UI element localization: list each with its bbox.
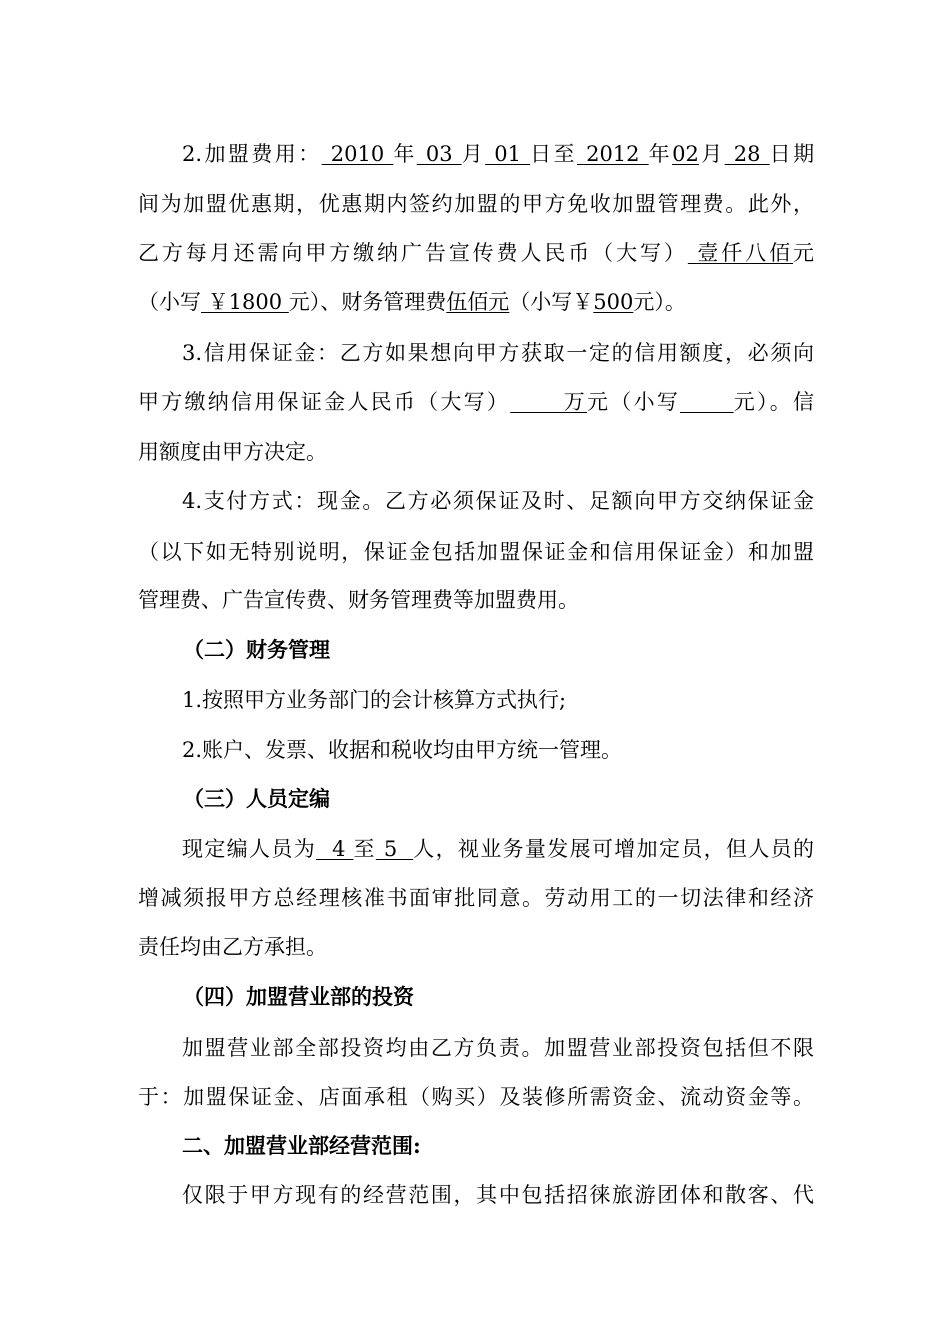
finance-item-2: 2.账户、发票、收据和税收均由甲方统一管理。 [182,738,623,762]
investment-line-1: 加盟营业部全部投资均由乙方负责。加盟营业部投资包括但不限 [182,1036,814,1060]
franchise-fee-line-3: 乙方每月还需向甲方缴纳广告宣传费人民币（大写） 壹仟八佰元 [138,241,814,265]
finance-item-1: 1.按照甲方业务部门的会计核算方式执行; [182,688,567,712]
payment-line-1: 4.支付方式：现金。乙方必须保证及时、足额向甲方交纳保证金 [182,489,814,513]
credit-deposit-line-1: 3.信用保证金：乙方如果想向甲方获取一定的信用额度，必须向 [182,341,814,365]
section-heading-scope: 二、加盟营业部经营范围: [182,1133,421,1158]
section-heading-staffing: （三）人员定编 [183,786,330,811]
investment-line-2: 于：加盟保证金、店面承租（购买）及装修所需资金、流动资金等。 [138,1085,814,1109]
staffing-line-2: 增减须报甲方总经理核准书面审批同意。劳动用工的一切法律和经济 [138,886,814,910]
staffing-line-1: 现定编人员为 4 至 5 人，视业务量发展可增加定员，但人员的 [182,837,814,861]
payment-line-3: 管理费、广告宣传费、财务管理费等加盟费用。 [138,588,579,612]
franchise-fee-line-2: 间为加盟优惠期，优惠期内签约加盟的甲方免收加盟管理费。此外， [138,192,814,216]
staffing-line-3: 责任均由乙方承担。 [138,935,327,959]
scope-line-1: 仅限于甲方现有的经营范围，其中包括招徕旅游团体和散客、代 [182,1183,814,1207]
credit-deposit-line-2: 甲方缴纳信用保证金人民币（大写） 万元（小写 元）。信 [138,390,814,414]
franchise-fee-line-4: （小写 ￥1800 元）、财务管理费伍佰元（小写￥500元）。 [138,290,686,314]
section-heading-investment: （四）加盟营业部的投资 [183,984,414,1009]
section-heading-finance: （二）财务管理 [183,637,330,662]
franchise-fee-line-1: 2.加盟费用： 2010 年 03 月 01 日至 2012 年02月 28 日期 [182,142,814,166]
payment-line-2: （以下如无特别说明，保证金包括加盟保证金和信用保证金）和加盟 [138,540,814,564]
credit-deposit-line-3: 用额度由甲方决定。 [138,440,327,464]
